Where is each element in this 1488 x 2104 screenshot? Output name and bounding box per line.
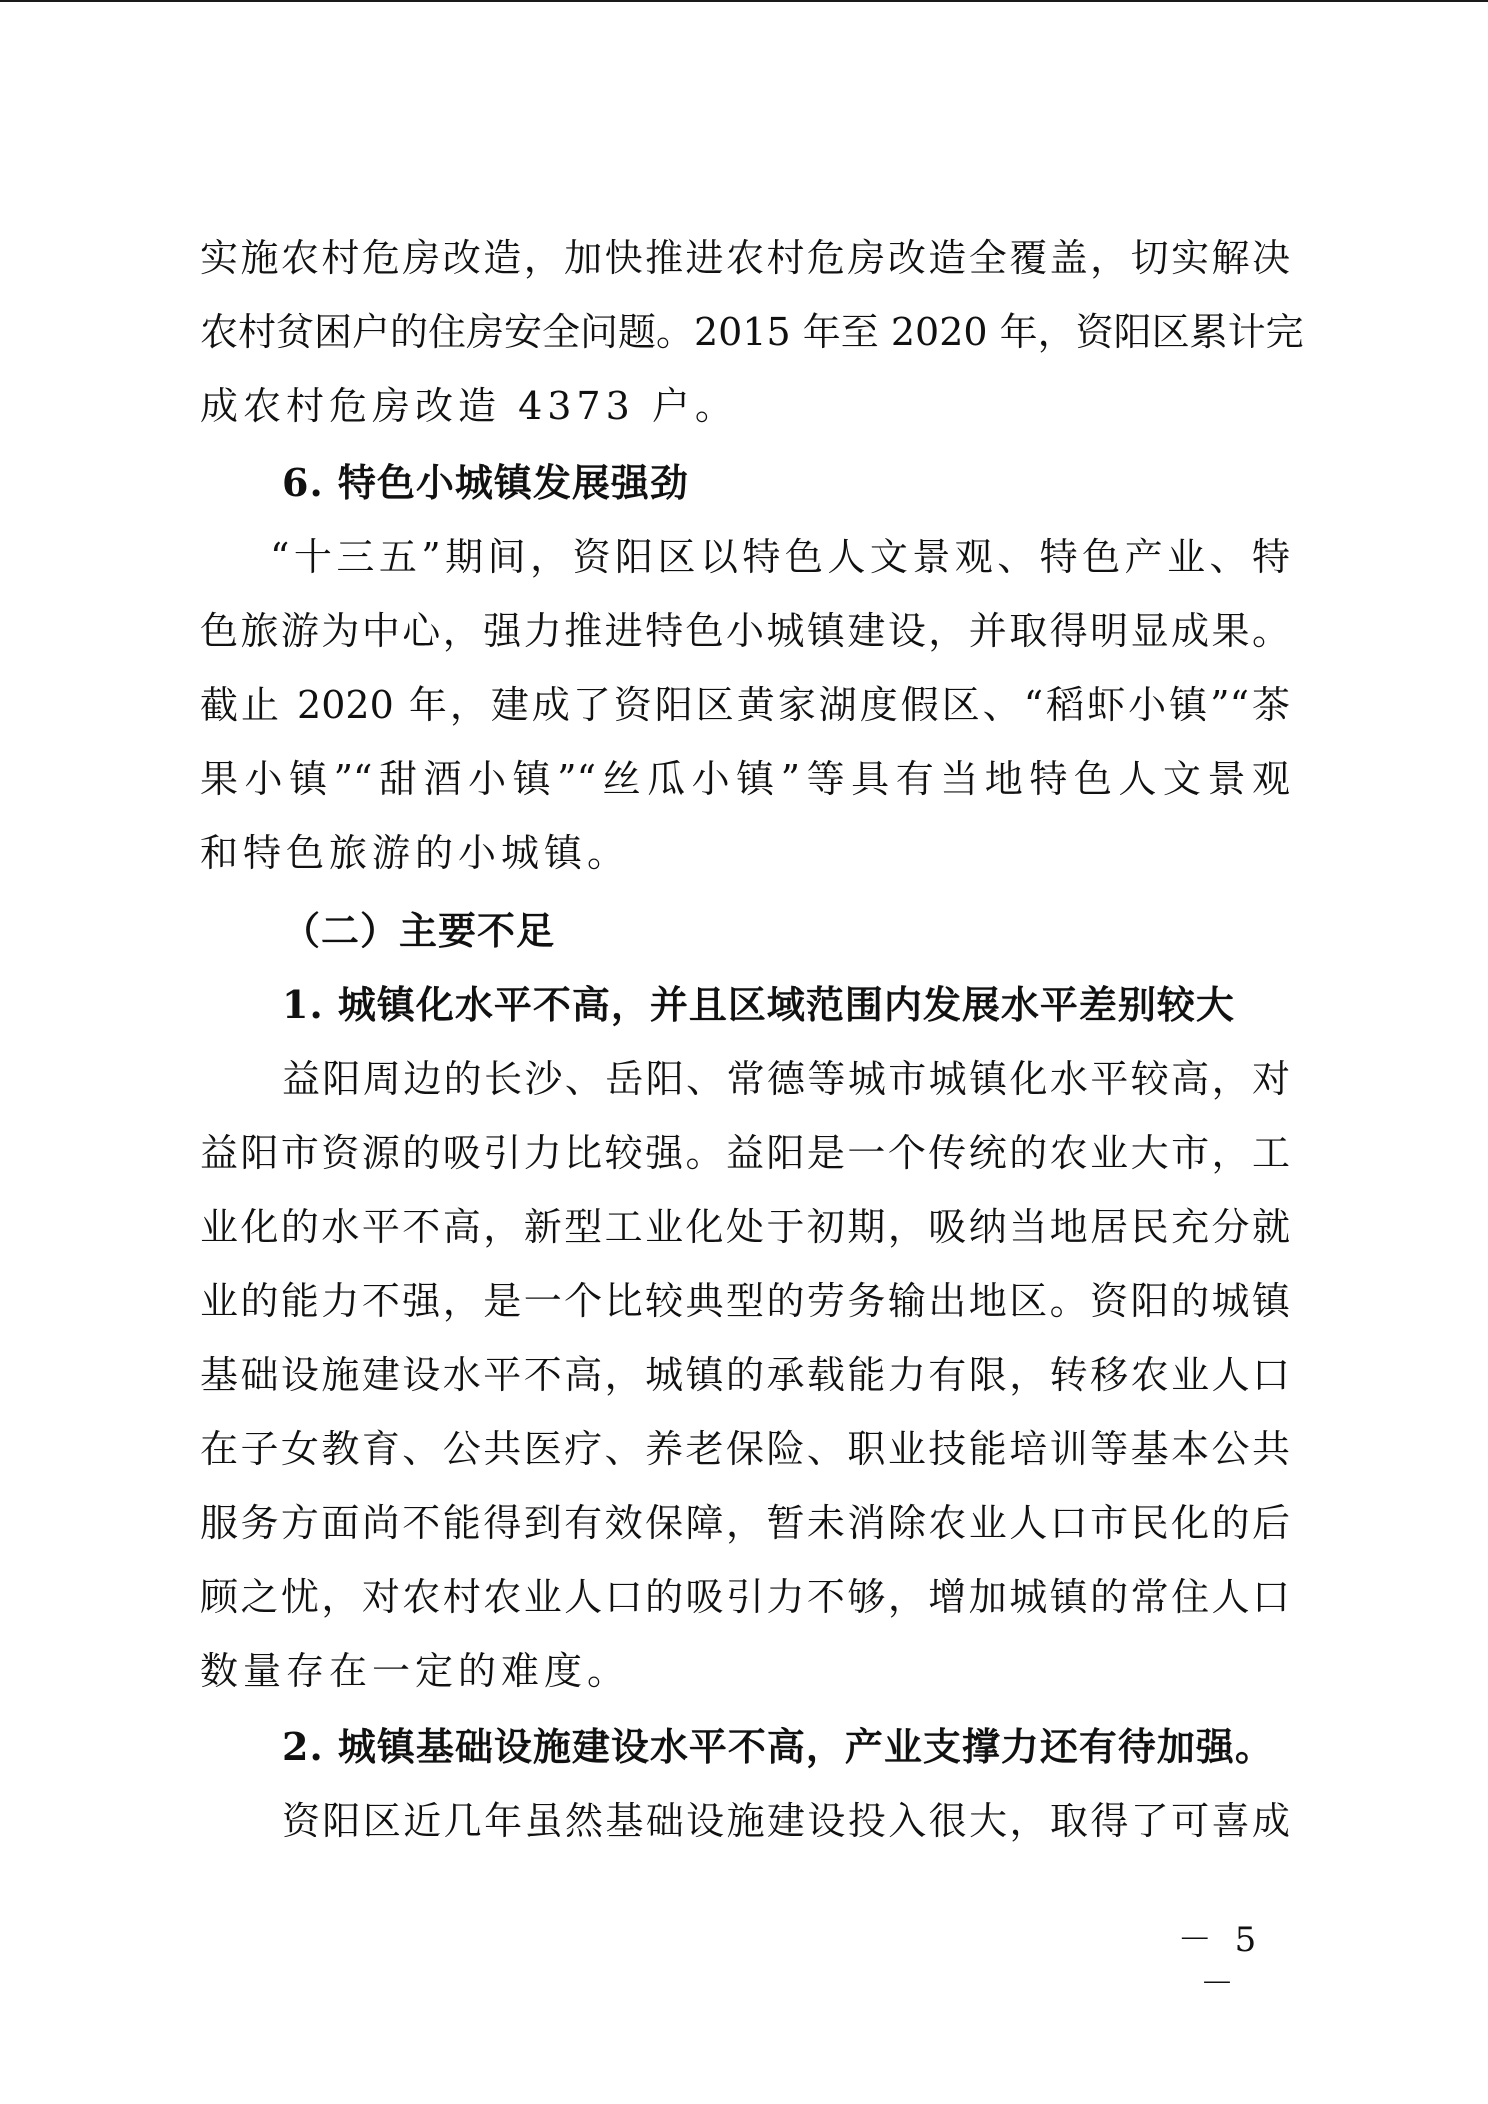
paragraph-line: 顾之忧，对农村农业人口的吸引力不够，增加城镇的常住人口 <box>200 1575 1290 1619</box>
paragraph-line: 实施农村危房改造，加快推进农村危房改造全覆盖，切实解决 <box>200 236 1290 280</box>
paragraph-line: “十三五”期间，资阳区以特色人文景观、特色产业、特 <box>270 535 1290 579</box>
paragraph-line: 益阳周边的长沙、岳阳、常德等城市城镇化水平较高，对 <box>282 1057 1290 1101</box>
paragraph-line: 服务方面尚不能得到有效保障，暂未消除农业人口市民化的后 <box>200 1501 1290 1545</box>
paragraph-line: 益阳市资源的吸引力比较强。益阳是一个传统的农业大市，工 <box>200 1131 1290 1175</box>
paragraph-line: 资阳区近几年虽然基础设施建设投入很大，取得了可喜成 <box>282 1799 1290 1843</box>
page-number: － 5 － <box>1177 1920 1263 2004</box>
part-heading-2: （二）主要不足 <box>282 908 556 953</box>
section-heading-1: 1. 城镇化水平不高，并且区域范围内发展水平差别较大 <box>282 982 1235 1027</box>
paragraph-line: 成农村危房改造 4373 户。 <box>200 384 738 428</box>
paragraph-line: 数量存在一定的难度。 <box>200 1649 631 1693</box>
section-heading-2: 2. 城镇基础设施建设水平不高，产业支撑力还有待加强。 <box>282 1724 1274 1769</box>
paragraph-line: 截止 2020 年，建成了资阳区黄家湖度假区、“稻虾小镇”“茶 <box>200 683 1290 727</box>
paragraph-line: 色旅游为中心，强力推进特色小城镇建设，并取得明显成果。 <box>200 609 1290 653</box>
paragraph-line: 农村贫困户的住房安全问题。2015 年至 2020 年，资阳区累计完 <box>200 310 1304 354</box>
paragraph-line: 和特色旅游的小城镇。 <box>200 831 631 875</box>
paragraph-line: 业化的水平不高，新型工业化处于初期，吸纳当地居民充分就 <box>200 1205 1290 1249</box>
section-heading-6: 6. 特色小城镇发展强劲 <box>282 460 689 505</box>
paragraph-line: 在子女教育、公共医疗、养老保险、职业技能培训等基本公共 <box>200 1427 1290 1471</box>
paragraph-line: 基础设施建设水平不高，城镇的承载能力有限，转移农业人口 <box>200 1353 1290 1397</box>
paragraph-line: 业的能力不强，是一个比较典型的劳务输出地区。资阳的城镇 <box>200 1279 1290 1323</box>
paragraph-line: 果小镇”“甜酒小镇”“丝瓜小镇”等具有当地特色人文景观 <box>200 757 1290 801</box>
